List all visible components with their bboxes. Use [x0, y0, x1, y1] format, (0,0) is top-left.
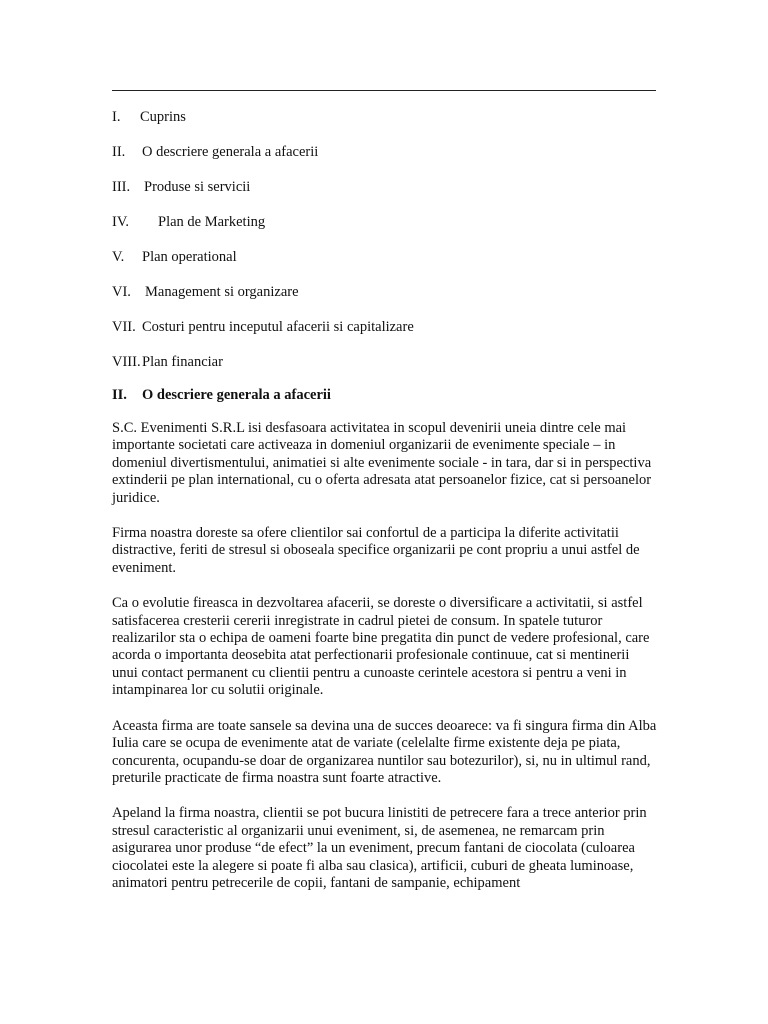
- body-paragraph: S.C. Evenimenti S.R.L isi desfasoara activitatea in scopul devenirii uneia dintre cele mai importante societati care activeaza in domeniul organizarii de evenimente speciale – in domeniul divertismentului, animatiei si alte evenimente sociale - in tara, dar si in perspectiva extinderii pe plan international, cu o oferta adresata atat persoanelor fizice, cat si persoanelor juridice.: [112, 420, 652, 506]
- toc-item-label: Costuri pentru inceputul afacerii si capitalizare: [142, 319, 414, 335]
- body-paragraph: Ca o evolutie fireasca in dezvoltarea afacerii, se doreste o diversificare a activitatii, si astfel satisfacerea cresterii cererii inregistrate in cadrul pietei de consum. In spatele tuturor realizarilor sta o echipa de oameni foarte bine pregatita din punct de vedere profesional, care acorda o importanta deosebita atat perfectionarii profesionale continuue, cat si mentinerii unui contact permanent cu clientii pentru a cunoaste cerintele acestora si pentru a veni in intampinarea lor cu solutii originale.: [112, 595, 650, 699]
- body-paragraph: Aceasta firma are toate sansele sa devina una de succes deoarece: va fi singura firma din Alba Iulia care se ocupa de evenimente atat de variate (celelalte firme existente deja pe piata, concurenta, ocupandu-se doar de organizarea nuntilor sau botezurilor), si, nu in ultimul rand, preturile practicate de firma noastra sunt foarte atractive.: [112, 717, 657, 786]
- header-rule: [112, 90, 656, 91]
- body-paragraph: Apeland la firma noastra, clientii se pot bucura linistiti de petrecere fara a trece anterior prin stresul caracteristic al organizarii unui eveniment, si, de asemenea, ne remarcam prin asigurarea unor produse “de efect” la un eveniment, precum fantani de ciocolata (culoarea ciocolatei este la alegere si poate fi alba sau clasica), artificii, cuburi de gheata luminoase, animatori pentru petrecerile de copii, fantani de sampanie, echipament: [112, 805, 647, 891]
- toc-item-label: Plan de Marketing: [158, 214, 266, 230]
- toc-item-number: VIII.: [112, 354, 141, 370]
- toc-item-label: O descriere generala a afacerii: [142, 144, 319, 160]
- toc-item-number: VII.: [112, 319, 136, 335]
- toc-item: [112, 283, 656, 318]
- toc-item: [112, 178, 656, 213]
- toc-item-number: III.: [112, 179, 131, 195]
- toc-item-label: Management si organizare: [145, 284, 299, 300]
- section-title: O descriere generala a afacerii: [142, 387, 331, 403]
- toc-item-label: Produse si servicii: [144, 179, 251, 195]
- table-of-contents: [112, 108, 656, 388]
- body-paragraph: Firma noastra doreste sa ofere clientilor sai confortul de a participa la diferite activitatii distractive, feriti de stresul si oboseala specifice organizarii pe cont propriu a unui astfel de eveniment.: [112, 525, 640, 576]
- toc-item: [112, 213, 656, 248]
- toc-item-number: II.: [112, 144, 126, 160]
- section-body: [112, 420, 658, 910]
- toc-item-number: IV.: [112, 214, 130, 230]
- toc-item: [112, 248, 656, 283]
- toc-item: [112, 143, 656, 178]
- toc-item-label: Cuprins: [140, 109, 186, 125]
- toc-item-number: V.: [112, 249, 125, 265]
- toc-item-number: VI.: [112, 284, 131, 300]
- toc-item-number: I.: [112, 109, 121, 125]
- toc-item: [112, 108, 656, 143]
- toc-item-label: Plan operational: [142, 249, 237, 265]
- section-number: II.: [112, 387, 127, 403]
- toc-item-label: Plan financiar: [142, 354, 223, 370]
- toc-item: [112, 318, 656, 353]
- section-heading: [112, 386, 656, 404]
- toc-item: [112, 353, 656, 388]
